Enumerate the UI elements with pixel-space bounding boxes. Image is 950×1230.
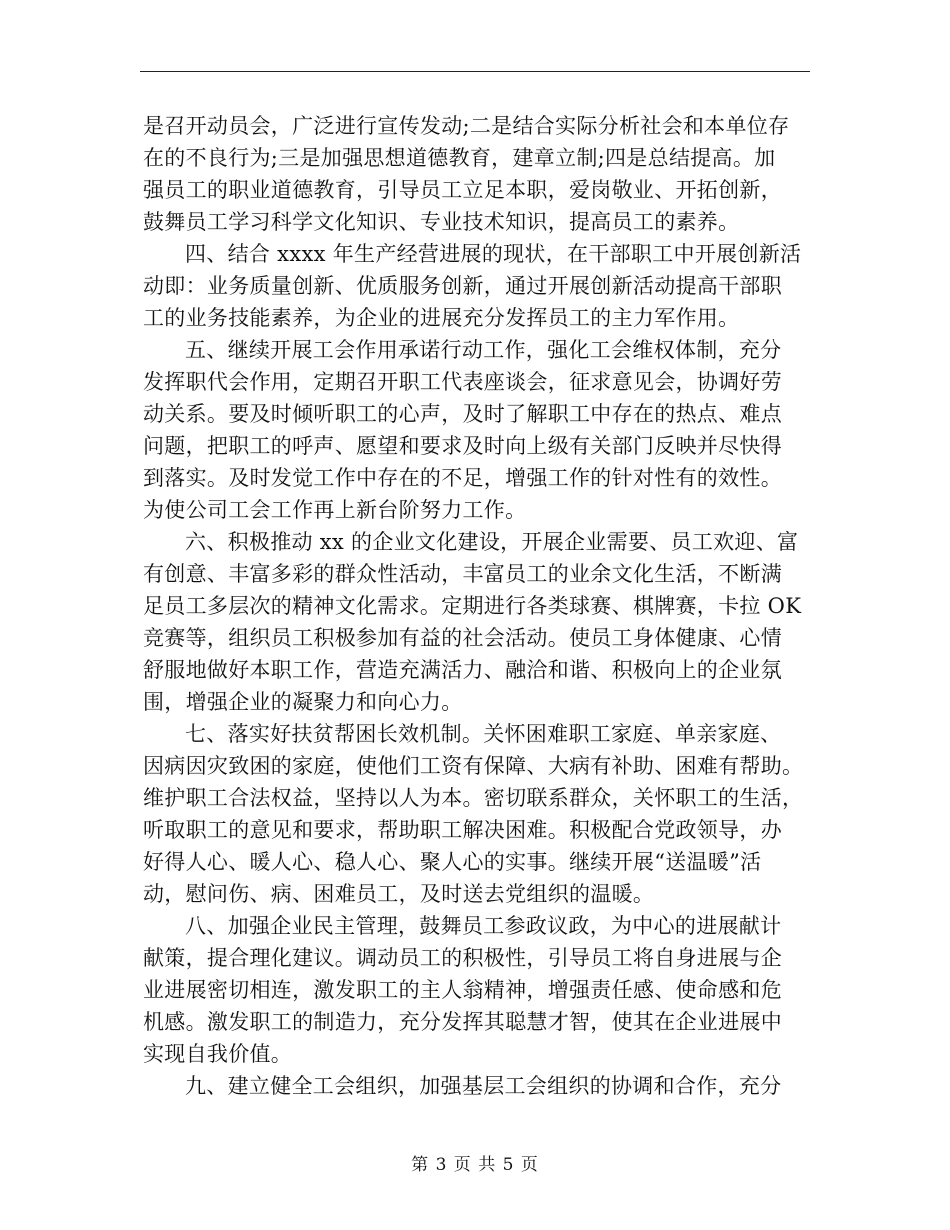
- text-line: 七、落实好扶贫帮困长效机制。关怀困难职工家庭、单亲家庭、: [185, 722, 782, 746]
- text-line: 为使公司工会工作再上新台阶努力工作。: [143, 498, 527, 522]
- body-text: [143, 110, 807, 1102]
- text-line: 有创意、丰富多彩的群众性活动，丰富员工的业余文化生活，不断满: [143, 562, 782, 586]
- text-line: 围，增强企业的凝聚力和向心力。: [143, 690, 463, 714]
- text-line: 是召开动员会，广泛进行宣传发动;二是结合实际分析社会和本单位存: [143, 114, 790, 138]
- page-footer: 第 3 页 共 5 页: [411, 1155, 539, 1175]
- text-line: 维护职工合法权益，坚持以人为本。密切联系群众，关怀职工的生活，: [143, 786, 804, 810]
- text-line: 机感。激发职工的制造力，充分发挥其聪慧才智，使其在企业进展中: [143, 1010, 782, 1034]
- text-line: 到落实。及时发觉工作中存在的不足，增强工作的针对性有的效性。: [143, 466, 782, 490]
- text-line: 发挥职代会作用，定期召开职工代表座谈会，征求意见会，协调好劳: [143, 370, 782, 394]
- text-line: 舒服地做好本职工作，营造充满活力、融洽和谐、积极向上的企业氛: [143, 658, 782, 682]
- header-rule: [140, 71, 810, 72]
- text-line: 听取职工的意见和要求，帮助职工解决困难。积极配合党政领导，办: [143, 818, 782, 842]
- text-line: 六、积极推动 xx 的企业文化建设，开展企业需要、员工欢迎、富: [185, 530, 799, 554]
- text-line: 五、继续开展工会作用承诺行动工作，强化工会维权体制，充分: [185, 338, 782, 362]
- text-line: 问题，把职工的呼声、愿望和要求及时向上级有关部门反映并尽快得: [143, 434, 782, 458]
- text-line: 竞赛等，组织员工积极参加有益的社会活动。使员工身体健康、心情: [143, 626, 782, 650]
- text-line: 因病因灾致困的家庭，使他们工资有保障、大病有补助、困难有帮助。: [143, 754, 804, 778]
- text-line: 好得人心、暖人心、稳人心、聚人心的实事。继续开展“送温暖”活: [143, 850, 762, 874]
- text-line: 动关系。要及时倾听职工的心声，及时了解职工中存在的热点、难点: [143, 402, 782, 426]
- text-line: 九、建立健全工会组织，加强基层工会组织的协调和合作，充分: [185, 1074, 782, 1098]
- text-line: 动，慰问伤、病、困难员工，及时送去党组织的温暖。: [143, 882, 655, 906]
- text-line: 足员工多层次的精神文化需求。定期进行各类球赛、棋牌赛，卡拉 OK: [143, 594, 802, 618]
- text-line: 业进展密切相连，激发职工的主人翁精神，增强责任感、使命感和危: [143, 978, 782, 1002]
- text-line: 工的业务技能素养，为企业的进展充分发挥员工的主力军作用。: [143, 306, 740, 330]
- text-line: 实现自我价值。: [143, 1042, 293, 1066]
- text-line: 在的不良行为;三是加强思想道德教育，建章立制;四是总结提高。加: [143, 146, 776, 170]
- text-line: 四、结合 xxxx 年生产经营进展的现状，在干部职工中开展创新活: [185, 242, 802, 266]
- text-line: 动即：业务质量创新、优质服务创新，通过开展创新活动提高干部职: [143, 274, 782, 298]
- text-line: 强员工的职业道德教育，引导员工立足本职，爱岗敬业、开拓创新，: [143, 178, 782, 202]
- text-line: 八、加强企业民主管理，鼓舞员工参政议政，为中心的进展献计: [185, 914, 782, 938]
- text-line: 鼓舞员工学习科学文化知识、专业技术知识，提高员工的素养。: [143, 210, 740, 234]
- text-line: 献策，提合理化建议。调动员工的积极性，引导员工将自身进展与企: [143, 946, 782, 970]
